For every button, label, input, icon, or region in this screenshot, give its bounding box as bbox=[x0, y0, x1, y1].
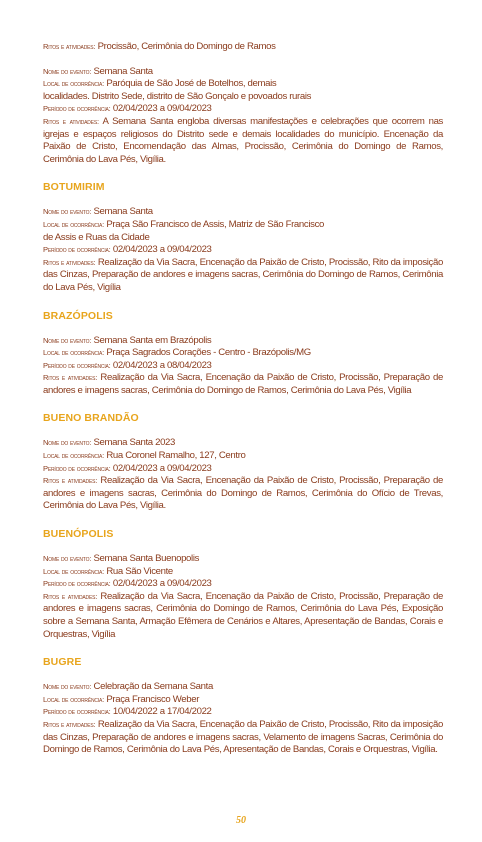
nome-label: Nome do evento: bbox=[43, 66, 92, 76]
event-location-value: Praça São Francisco de Assis, Matriz de São Francisco bbox=[106, 218, 325, 230]
event-location-row-cont bbox=[43, 232, 443, 245]
local-label: Local de ocorrência: bbox=[43, 348, 105, 358]
event-name-row bbox=[43, 553, 443, 566]
event-name-row bbox=[43, 437, 443, 450]
city-heading-bueno-brandao: BUENO BRANDÃO bbox=[43, 412, 139, 425]
event-ritos-value: Realização da Via Sacra, Encenação da Paixão de Cristo, Procissão, Preparação de andores e imagens sacras, Cerimônia do Domingo de Ramos, Cerimônia do Ofício de Trevas, Cerimônia do Lava Pés, Vigília. bbox=[43, 475, 443, 512]
event-location-row bbox=[43, 450, 443, 463]
nome-label: Nome do evento: bbox=[43, 438, 92, 448]
periodo-label: Período de ocorrência: bbox=[43, 707, 111, 717]
event-location-value-cont: de Assis e Ruas da Cidade bbox=[43, 231, 150, 243]
event-location-value: Paróquia de São José de Botelhos, demais bbox=[106, 78, 277, 90]
event-name-row bbox=[43, 66, 443, 79]
event-entry-bueno-brandao bbox=[43, 437, 443, 513]
local-label: Local de ocorrência: bbox=[43, 566, 105, 576]
periodo-label: Período de ocorrência: bbox=[43, 245, 111, 255]
ritos-label: Ritos e atividades: bbox=[43, 591, 98, 601]
document-page bbox=[43, 41, 443, 757]
event-ritos-row bbox=[43, 372, 443, 397]
city-heading-brazopolis: BRAZÓPOLIS bbox=[43, 309, 113, 322]
city-heading-buenopolis: BUENÓPOLIS bbox=[43, 528, 114, 541]
event-location-value: Rua São Vicente bbox=[106, 565, 173, 577]
nome-label: Nome do evento: bbox=[43, 207, 92, 217]
event-entry-bugre bbox=[43, 681, 443, 757]
event-ritos-row bbox=[43, 591, 443, 641]
nome-label: Nome do evento: bbox=[43, 335, 92, 345]
event-location-row bbox=[43, 694, 443, 707]
event-location-row bbox=[43, 566, 443, 579]
event-name-value: Celebração da Semana Santa bbox=[93, 681, 213, 693]
event-period-value: 02/04/2023 a 09/04/2023 bbox=[112, 578, 212, 590]
event-period-row bbox=[43, 578, 443, 591]
event-location-value: Praça Francisco Weber bbox=[106, 693, 200, 705]
event-name-row bbox=[43, 206, 443, 219]
event-location-value: Rua Coronel Ramalho, 127, Centro bbox=[106, 450, 246, 462]
event-ritos-value: Realização da Via Sacra, Encenação da Paixão de Cristo, Procissão, Preparação de andores e imagens sacras, Cerimônia do Domingo de Ramos, Cerimônia do Lava Pés, Exposição sobre a Semana Santa, Armação Efêmera de Cenários e Altares, Apresentação de Bandas, Corais e Orquestras, Vigília bbox=[43, 590, 443, 640]
periodo-label: Período de ocorrência: bbox=[43, 104, 111, 114]
event-name-value: Semana Santa Buenopolis bbox=[93, 553, 200, 565]
event-ritos-row bbox=[43, 719, 443, 757]
event-name-value: Semana Santa bbox=[93, 206, 153, 218]
local-label: Local de ocorrência: bbox=[43, 451, 105, 461]
event-ritos-row bbox=[43, 475, 443, 513]
event-ritos-row bbox=[43, 257, 443, 295]
event-period-row bbox=[43, 103, 443, 116]
ritos-label: Ritos e atividades: bbox=[43, 42, 96, 51]
intro-ritos bbox=[43, 41, 443, 54]
event-period-row bbox=[43, 463, 443, 476]
event-entry-botelhos bbox=[43, 66, 443, 167]
event-ritos-value: Realização da Via Sacra, Encenação da Paixão de Cristo, Procissão, Preparação de andores e imagens sacras, Cerimônia do Domingo de Ramos, Cerimônia do Lava Pés, Vigília bbox=[43, 372, 443, 396]
event-location-row bbox=[43, 78, 443, 91]
local-label: Local de ocorrência: bbox=[43, 79, 105, 89]
event-entry-brazopolis bbox=[43, 335, 443, 398]
periodo-label: Período de ocorrência: bbox=[43, 463, 111, 473]
ritos-label: Ritos e atividades: bbox=[43, 476, 98, 486]
event-period-row bbox=[43, 360, 443, 373]
ritos-label: Ritos e atividades: bbox=[43, 257, 96, 267]
event-name-value: Semana Santa bbox=[93, 65, 153, 77]
event-location-value-cont: localidades. Distrito Sede, distrito de São Gonçalo e povoados rurais bbox=[43, 90, 312, 102]
local-label: Local de ocorrência: bbox=[43, 694, 105, 704]
event-period-row bbox=[43, 244, 443, 257]
event-location-row-cont bbox=[43, 91, 443, 104]
event-period-value: 02/04/2023 a 08/04/2023 bbox=[112, 359, 212, 371]
periodo-label: Período de ocorrência: bbox=[43, 579, 111, 589]
event-name-value: Semana Santa 2023 bbox=[93, 437, 176, 449]
city-heading-bugre: BUGRE bbox=[43, 656, 82, 669]
event-ritos-row bbox=[43, 116, 443, 166]
event-period-value: 10/04/2022 a 17/04/2022 bbox=[112, 706, 212, 718]
event-period-value: 02/04/2023 a 09/04/2023 bbox=[112, 244, 212, 256]
ritos-label: Ritos e atividades: bbox=[43, 116, 99, 126]
ritos-label: Ritos e atividades: bbox=[43, 719, 96, 729]
event-entry-buenopolis bbox=[43, 553, 443, 641]
nome-label: Nome do evento: bbox=[43, 554, 92, 564]
event-name-row bbox=[43, 681, 443, 694]
event-entry-botumirim bbox=[43, 206, 443, 294]
ritos-value: Procissão, Cerimônia do Domingo de Ramos bbox=[97, 41, 276, 52]
event-location-row bbox=[43, 219, 443, 232]
ritos-label: Ritos e atividades: bbox=[43, 373, 98, 383]
event-name-value: Semana Santa em Brazópolis bbox=[93, 334, 212, 346]
event-ritos-value: A Semana Santa engloba diversas manifestações e celebrações que ocorrem nas igrejas e espaços religiosos do Distrito sede e demais localidades do município. Encenação da Paixão de Cristo, Encomendação das Almas, Procissão, Cerimônia do Domingo de Ramos, Cerimônia do Lava Pés, Vigília. bbox=[43, 115, 443, 165]
page-number: 50 bbox=[236, 815, 246, 826]
event-period-value: 02/04/2023 a 09/04/2023 bbox=[112, 462, 212, 474]
event-location-row bbox=[43, 347, 443, 360]
city-heading-botumirim: BOTUMIRIM bbox=[43, 181, 105, 194]
event-name-row bbox=[43, 335, 443, 348]
event-period-value: 02/04/2023 a 09/04/2023 bbox=[112, 103, 212, 115]
local-label: Local de ocorrência: bbox=[43, 219, 105, 229]
periodo-label: Período de ocorrência: bbox=[43, 360, 111, 370]
event-location-value: Praça Sagrados Corações - Centro - Brazópolis/MG bbox=[106, 347, 311, 359]
event-period-row bbox=[43, 706, 443, 719]
nome-label: Nome do evento: bbox=[43, 682, 92, 692]
event-ritos-value: Realização da Via Sacra, Encenação da Paixão de Cristo, Procissão, Rito da imposição das Cinzas, Preparação de andores e imagens sacras, Cerimônia do Domingo de Ramos, Cerimônia do Lava Pés, Vigília bbox=[43, 256, 443, 293]
event-ritos-value: Realização da Via Sacra, Encenação da Paixão de Cristo, Procissão, Rito da imposição das Cinzas, Preparação de andores e imagens sacras, Velamento de imagens Sacras, Cerimônia do Domingo de Ramos, Cerimônia do Lava Pés, Apresentação de Bandas, Corais e Orquestras, Vigília. bbox=[43, 718, 443, 756]
